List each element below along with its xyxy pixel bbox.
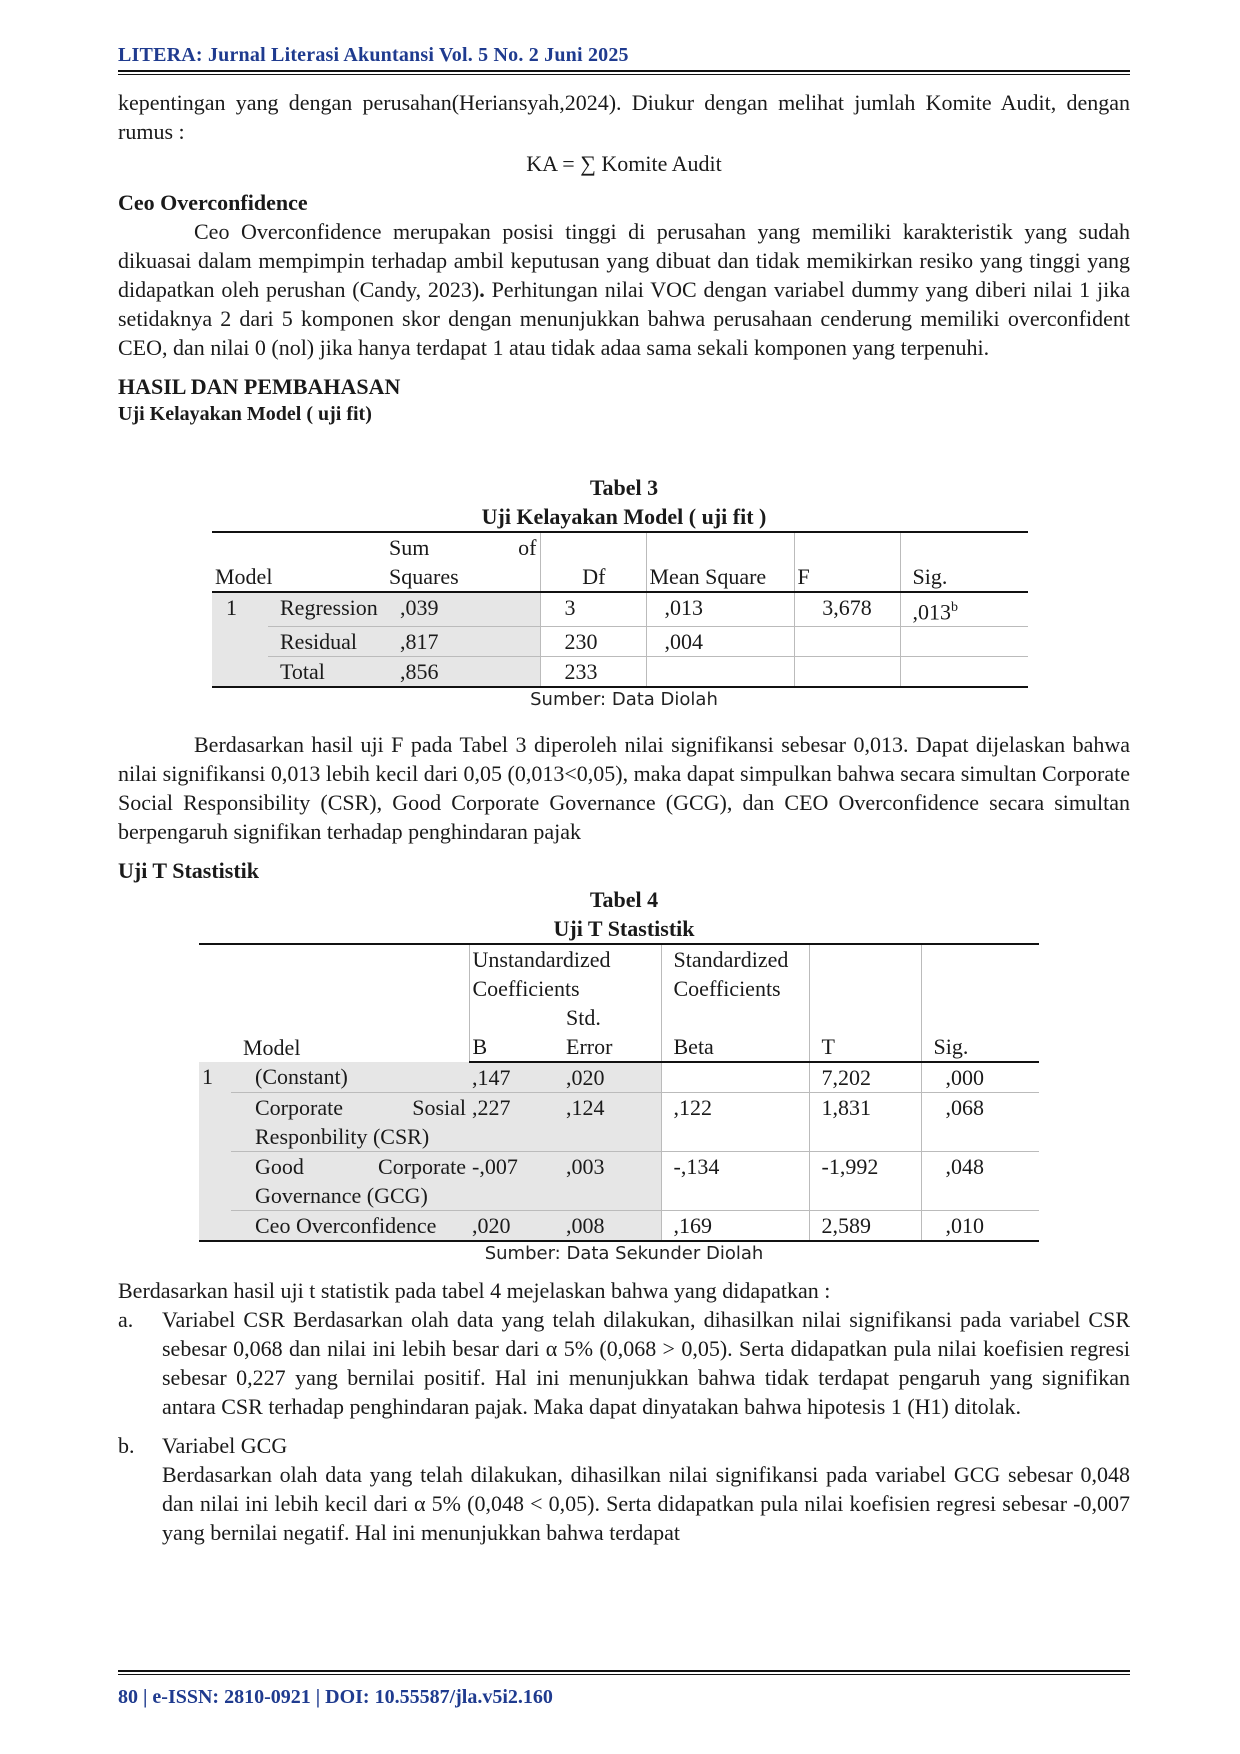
table4-row-constant	[199, 1062, 1039, 1093]
table4-cell-t: 2,589	[809, 1211, 921, 1242]
table3-cell-sum: ,039	[386, 592, 540, 627]
list-text-a: Variabel CSR Berdasarkan olah data yang telah dilakukan, dihasilkan nilai signifikansi pada variabel CSR sebesar 0,068 dan nilai ini lebih besar dari α 5% (0,068 > 0,05). Serta didapatkan pula nilai koefisien regresi sebesar 0,227 yang bernilai positif. Hal ini menunjukkan bahwa tidak terdapat pengaruh yang signifikan antara CSR terhadap penghindaran pajak. Maka dapat dinyatakan bahwa hipotesis 1 (H1) ditolak.	[162, 1307, 1130, 1420]
table3-header-mean-square: Mean Square	[646, 532, 794, 592]
voc-measurement-text: Perhitungan nilai VOC dengan variabel dummy yang diberi nilai 1 jika setidaknya 2 dari 5 komponen skor dengan menunjukkan bahwa perusahaan cenderung memiliki overconfident CEO, dan nilai 0 (nol) jika hanya terdapat 1 atau tidak adaa sama sekali komponen yang terpenuhi.	[118, 277, 1130, 360]
table4-cell-sig: ,048	[921, 1152, 1039, 1211]
squares-word: Squares	[389, 564, 459, 589]
list-marker-a: a.	[118, 1307, 134, 1333]
list-item-b	[118, 1431, 1130, 1547]
table3-header-f: F	[794, 532, 900, 592]
table4-cell-t: -1,992	[809, 1152, 921, 1211]
table4-cell-se: ,003	[563, 1152, 661, 1211]
error-word: Error	[566, 1034, 613, 1060]
table3-cell-sum: ,856	[386, 657, 540, 688]
header-rule	[118, 70, 1130, 72]
gcg-label-line-2: Governance (GCG)	[255, 1183, 428, 1209]
list-marker-b: b.	[118, 1433, 135, 1459]
table3-header-sum-of-squares	[386, 532, 540, 592]
table4-header-beta: Beta	[661, 1003, 809, 1062]
list-body-b	[162, 1431, 1130, 1547]
table3-header-row	[212, 532, 1028, 592]
table3-cell-f	[794, 657, 900, 688]
table3-discussion-paragraph: Berdasarkan hasil uji F pada Tabel 3 diperoleh nilai signifikansi sebesar 0,013. Dapat dijelaskan bahwa nilai signifikansi 0,013 lebih kecil dari 0,05 (0,013<0,05), maka dapat simpulkan bahwa secara simultan Corporate Social Responsibility (CSR), Good Corporate Governance (GCG), dan CEO Overconfidence secara simultan berpengaruh signifikan terhadap penghindaran pajak	[118, 732, 1130, 845]
ceo-overconfidence-heading: Ceo Overconfidence	[118, 190, 308, 215]
table4-cell-b: ,147	[469, 1062, 563, 1093]
header-rule-thin	[118, 74, 1130, 75]
sum-word: Sum	[389, 535, 430, 560]
table3-cell-f	[794, 627, 900, 657]
intro-paragraph: kepentingan yang dengan perusahan(Heriansyah,2024). Diukur dengan melihat jumlah Komite Audit, dengan rumus :	[118, 90, 1130, 144]
table3-row-regression	[212, 592, 1028, 627]
table3-header-model: Model	[212, 532, 386, 592]
results-heading: HASIL DAN PEMBAHASAN	[118, 374, 401, 399]
table3-cell-mean: ,004	[646, 627, 794, 657]
table4-row-ceo	[199, 1211, 1039, 1242]
uji-t-heading: Uji T Stastistik	[118, 858, 260, 884]
table4-cell-b: -,007	[469, 1152, 563, 1211]
table4-header-blank	[809, 944, 921, 1003]
table4-header-blank	[921, 944, 1039, 1003]
table3-sig-value: ,013	[912, 599, 951, 625]
page-body	[118, 88, 1130, 1547]
table4-cell-beta: -,134	[661, 1152, 809, 1211]
table3-cell-df: 233	[540, 657, 646, 688]
table4-cell-se: ,124	[563, 1093, 661, 1152]
uji-fit-subheading: Uji Kelayakan Model ( uji fit)	[118, 403, 372, 425]
table3-anova	[212, 531, 1028, 688]
table4-number: Tabel 4	[589, 887, 659, 913]
table3-header-sig: Sig.	[900, 532, 1028, 592]
table3-row-label: Total	[268, 657, 386, 688]
table4-row-label: Ceo Overconfidence	[231, 1211, 469, 1242]
table4-header-sig: Sig.	[921, 1003, 1039, 1062]
table4-cell-t: 7,202	[809, 1062, 921, 1093]
table4-row-csr	[199, 1093, 1039, 1152]
table3-row-residual	[212, 627, 1028, 657]
list-text-b: Berdasarkan olah data yang telah dilakukan, dihasilkan nilai signifikansi pada variabel GCG sebesar 0,048 dan nilai ini lebih kecil dari α 5% (0,048 < 0,05). Serta didapatkan pula nilai koefisien regresi sebesar -0,007 yang bernilai negatif. Hal ini menunjukkan bahwa terdapat	[162, 1462, 1130, 1546]
table4-coefficients	[199, 943, 1039, 1242]
table4-cell-se: ,020	[563, 1062, 661, 1093]
list-item-a	[118, 1305, 1130, 1421]
table3-row-label: Regression	[268, 592, 386, 627]
table3-cell-f: 3,678	[794, 592, 900, 627]
table3-sig-superscript: b	[951, 600, 958, 615]
table3-cell-df: 3	[540, 592, 646, 627]
table4-row-label	[231, 1152, 469, 1211]
table4-header-unstandardized: Unstandardized Coefficients	[469, 944, 661, 1003]
journal-header	[118, 44, 1130, 67]
table4-header-row-1	[199, 944, 1039, 1003]
table3-header-df: Df	[540, 532, 646, 592]
table4-row-label	[231, 1093, 469, 1152]
journal-title: LITERA: Jurnal Literasi Akuntansi Vol. 5 No. 2 Juni 2025	[118, 44, 629, 66]
footer-rule-thin	[118, 1674, 1130, 1675]
table4-cell-se: ,008	[563, 1211, 661, 1242]
table4-row-label: (Constant)	[231, 1062, 469, 1093]
page-footer: 80 | e-ISSN: 2810-0921 | DOI: 10.55587/jla.v5i2.160	[118, 1686, 553, 1708]
csr-label-line-2: Responbility (CSR)	[255, 1124, 430, 1150]
table4-source: Sumber: Data Sekunder Diolah	[484, 1243, 764, 1265]
ceo-definition-text: Ceo Overconfidence merupakan posisi tinggi di perusahan yang memiliki karakteristik yang sudah dikuasai dalam mempimpin terhadap ambil keputusan yang dibuat dan tidak memikirkan resiko yang tinggi yang didapatkan oleh perushan (Candy, 2023)	[118, 219, 1130, 302]
table3-row-label: Residual	[268, 627, 386, 657]
table4-title: Uji T Stastistik	[553, 916, 695, 942]
ceo-overconfidence-paragraph: Ceo Overconfidence merupakan posisi tinggi di perusahan yang memiliki karakteristik yang sudah dikuasai dalam mempimpin terhadap ambil keputusan yang dibuat dan tidak memikirkan resiko yang tinggi yang didapatkan oleh perushan (Candy, 2023). Perhitungan nilai VOC dengan variabel dummy yang diberi nilai 1 jika setidaknya 2 dari 5 komponen skor dengan menunjukkan bahwa perusahaan cenderung memiliki overconfident CEO, dan nilai 0 (nol) jika hanya terdapat 1 atau tidak adaa sama sekali komponen yang terpenuhi.	[118, 219, 1130, 360]
table4-cell-beta	[661, 1062, 809, 1093]
table4-intro-paragraph: Berdasarkan hasil uji t statistik pada tabel 4 mejelaskan bahwa yang didapatkan :	[118, 1278, 831, 1304]
table4-row-gcg	[199, 1152, 1039, 1211]
komite-audit-formula: KA = ∑ Komite Audit	[526, 151, 722, 176]
std-word: Std.	[566, 1005, 601, 1031]
table4-header-standardized: Standardized Coefficients	[661, 944, 809, 1003]
table4-header-b: B	[469, 1003, 563, 1062]
table3-cell-mean	[646, 657, 794, 688]
table3-number: Tabel 3	[589, 475, 659, 500]
table3-cell-sig	[900, 657, 1028, 688]
table3-cell-mean: ,013	[646, 592, 794, 627]
gcg-label-line-1: Good Corporate	[255, 1154, 466, 1180]
table3-row-total	[212, 657, 1028, 688]
table4-cell-b: ,020	[469, 1211, 563, 1242]
table4-cell-beta: ,122	[661, 1093, 809, 1152]
table3-cell-sum: ,817	[386, 627, 540, 657]
table3-cell-sig	[900, 592, 1028, 627]
table3-model-number: 1	[212, 592, 268, 687]
csr-label-line-1: Corporate Sosial	[255, 1095, 466, 1121]
table4-cell-sig: ,068	[921, 1093, 1039, 1152]
of-word: of	[518, 535, 537, 560]
table4-cell-sig: ,010	[921, 1211, 1039, 1242]
table4-model-number: 1	[199, 1062, 231, 1241]
table3-source: Sumber: Data Diolah	[530, 689, 718, 711]
table4-header-t: T	[809, 1003, 921, 1062]
table4-cell-sig: ,000	[921, 1062, 1039, 1093]
table4-header-std-error	[563, 1003, 661, 1062]
footer-rule	[118, 1670, 1130, 1672]
table4-header-model: Model	[243, 1035, 301, 1061]
list-title-b: Variabel GCG	[162, 1433, 288, 1459]
table3-cell-sig	[900, 627, 1028, 657]
table4-cell-t: 1,831	[809, 1093, 921, 1152]
table4-cell-beta: ,169	[661, 1211, 809, 1242]
table3-cell-df: 230	[540, 627, 646, 657]
table3-title: Uji Kelayakan Model ( uji fit )	[481, 504, 767, 529]
table4-cell-b: ,227	[469, 1093, 563, 1152]
